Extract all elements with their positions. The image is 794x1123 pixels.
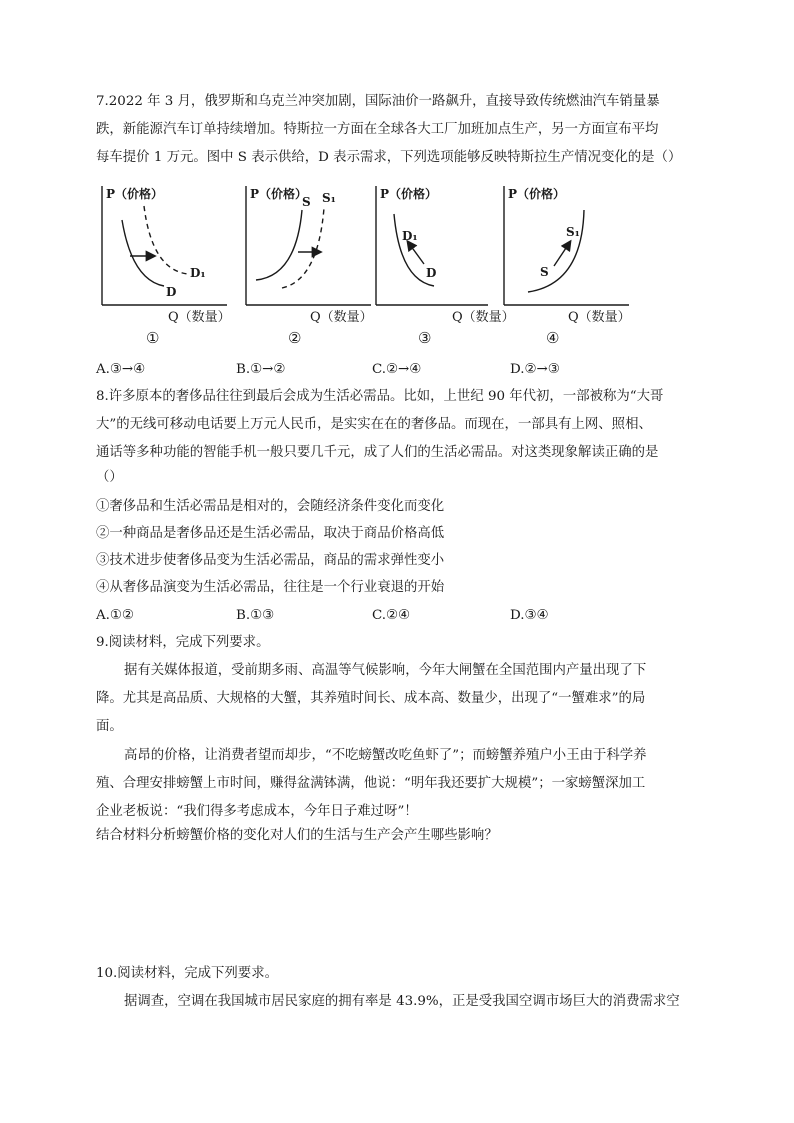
q10-title: 10.阅读材料，完成下列要求。 [96,966,278,981]
graph-4-curve-s [528,210,584,292]
graph-3-label-d1: D₁ [402,229,418,243]
q7-option-c: C.②→④ [372,362,422,377]
q8-line-3: 通话等多种功能的智能手机一般只要几千元，成了人们的生活必需品。对这类现象解读正确的是 [96,445,659,460]
q8-option-a: A.①② [96,608,134,623]
graph-4-number: ④ [546,329,560,347]
q9-para2-line-3: 企业老板说：“我们得多考虑成本，今年日子难过呀”！ [96,804,418,819]
q9-para1-line-3: 面。 [96,719,123,734]
graph-3-label-d: D [426,266,437,280]
q9-title: 9.阅读材料，完成下列要求。 [96,635,270,650]
graph-4-label-s: S [540,265,549,279]
q9-para1-line-1: 据有关媒体报道，受前期多雨、高温等气候影响，今年大闸蟹在全国范围内产量出现了下 [124,663,647,678]
graph-4-x-label: Q（数量） [568,310,631,325]
q8-option-b: B.①③ [236,608,275,623]
graph-3-x-label: Q（数量） [452,310,515,325]
graph-2-number: ② [288,329,302,347]
graph-4-y-label: P（价格） [508,187,566,201]
graph-1 [92,180,232,350]
q8-option-d: D.③④ [510,608,549,623]
graph-2-y-label: P（价格） [250,187,308,201]
graph-2-label-s: S [302,195,311,209]
graph-1-label-d1: D₁ [190,266,206,280]
graph-2-label-s1: S₁ [322,191,336,205]
q7-option-b: B.①→② [236,362,286,377]
q8-statement-4: ④从奢侈品演变为生活必需品，往往是一个行业衰退的开始 [96,580,445,595]
graph-2-curve-s [256,210,302,280]
q7-line-2: 跌，新能源汽车订单持续增加。特斯拉一方面在全球各大工厂加班加点生产，另一方面宣布平均 [96,122,659,137]
q9-para2-line-1: 高昂的价格，让消费者望而却步，“不吃螃蟹改吃鱼虾了”；而螃蟹养殖户小王由于科学养 [124,748,647,763]
q8-statement-1: ①奢侈品和生活必需品是相对的，会随经济条件变化而变化 [96,499,445,514]
q8-line-1: 8.许多原本的奢侈品往往到最后会成为生活必需品。比如，上世纪 90 年代初，一部被称为“大哥 [96,389,664,404]
graph-2-curve-s1 [282,208,324,288]
q7-option-a: A.③→④ [96,362,146,377]
graph-3 [366,180,515,350]
q10-line-1: 据调查，空调在我国城市居民家庭的拥有率是 43.9%，正是受我国空调市场巨大的消费需求空 [124,994,680,1009]
graph-3-y-label: P（价格） [380,187,438,201]
q9-para1-line-2: 降。尤其是高品质、大规格的大蟹，其养殖时间长、成本高、数量少，出现了“一蟹难求”的局 [96,691,646,706]
q9-question: 结合材料分析螃蟹价格的变化对人们的生活与生产会产生哪些影响？ [96,828,498,843]
q8-line-4: （） [96,470,123,485]
graph-1-y-label: P（价格） [106,187,164,201]
q8-statement-2: ②一种商品是奢侈品还是生活必需品，取决于商品价格高低 [96,526,445,541]
q7-line-3: 每车提价 1 万元。图中 S 表示供给，D 表示需求，下列选项能够反映特斯拉生产情况变化的是（） [96,150,682,165]
graph-2 [236,180,376,350]
graph-4-shift-arrow [554,242,570,266]
graph-3-number: ③ [418,329,432,347]
graph-1-curve-d1 [144,206,188,274]
q8-line-2: 大”的无线可移动电话要上万元人民币，是实实在在的奢侈品。而现在，一部具有上网、照相、 [96,417,652,432]
graph-1-x-label: Q（数量） [168,310,231,325]
q8-statement-3: ③技术进步使奢侈品变为生活必需品，商品的需求弹性变小 [96,553,445,568]
q8-option-c: C.②④ [372,608,411,623]
graph-1-label-d: D [166,285,177,299]
graph-2-x-label: Q（数量） [310,310,373,325]
q7-option-d: D.②→③ [510,362,560,377]
q7-line-1: 7.2022 年 3 月，俄罗斯和乌克兰冲突加剧，国际油价一路飙升，直接导致传统燃油汽车销量暴 [96,94,660,109]
graph-4-label-s1: S₁ [566,225,580,239]
graph-3-shift-arrow [408,242,424,264]
graph-4 [494,180,634,350]
graph-1-number: ① [146,329,160,347]
q9-para2-line-2: 殖、合理安排螃蟹上市时间，赚得盆满钵满，他说：“明年我还要扩大规模”；一家螃蟹深加工 [96,776,646,791]
